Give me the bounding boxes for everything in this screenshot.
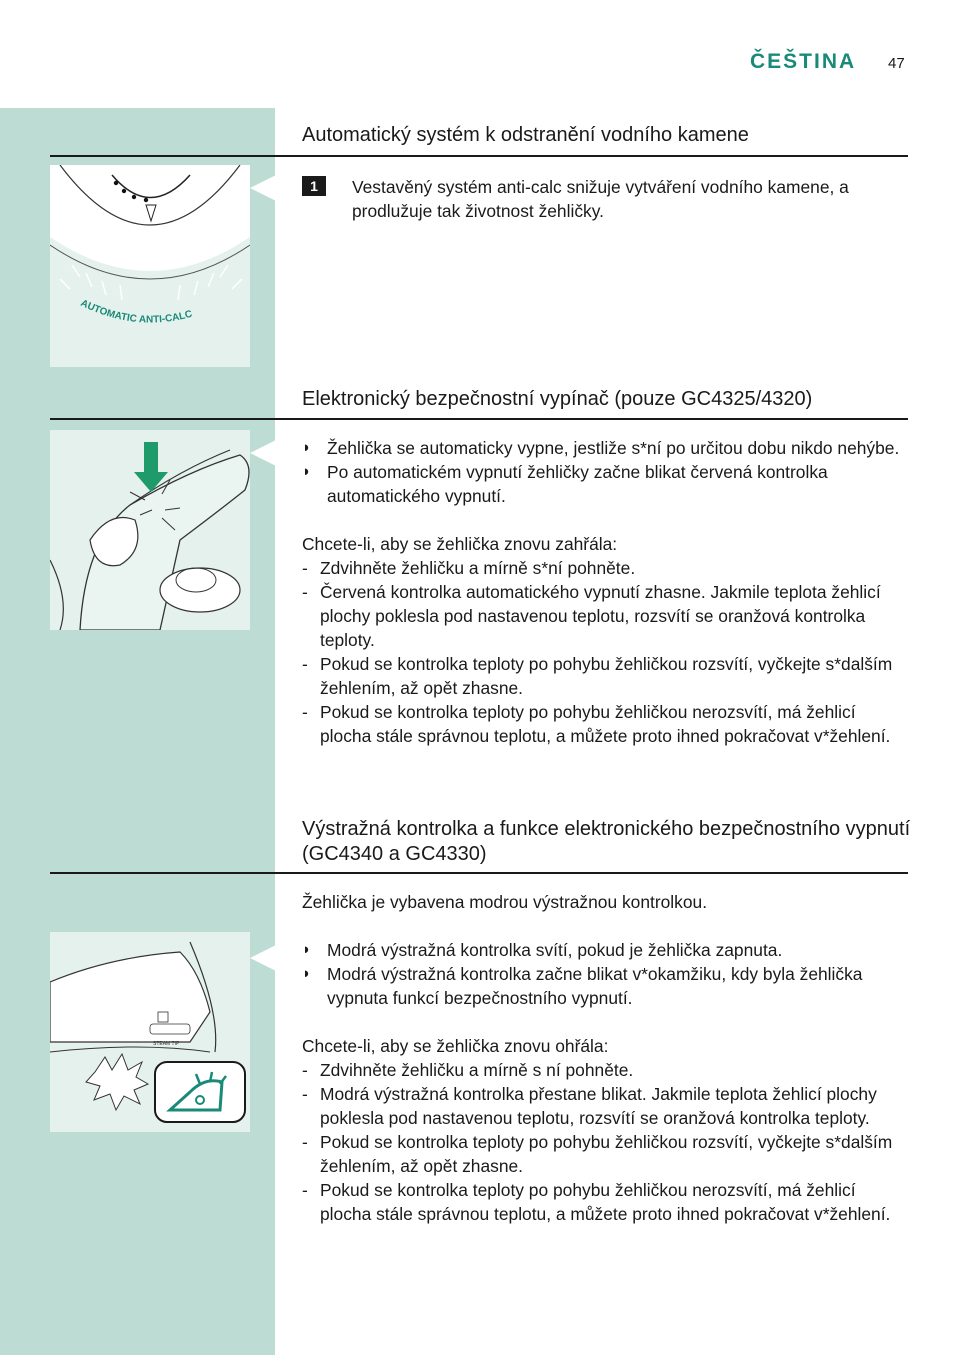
warning-light-text — [302, 890, 908, 1226]
step-text: Vestavěný systém anti-calc snižuje vytváření vodního kamene, a prodlužuje tak životnost žehličky. — [352, 177, 849, 221]
language-label: ČEŠTINA — [750, 50, 857, 73]
list-item: - Zdvihněte žehličku a mírně s ní pohněte. — [302, 1060, 634, 1080]
section-heading-safety-switch: Elektronický bezpečnostní vypínač (pouze GC4325/4320) — [302, 388, 813, 410]
bullet-icon: ◗ — [302, 439, 312, 456]
illustration-pointer — [250, 440, 276, 466]
list-item: - Pokud se kontrolka teploty po pohybu žehličkou nerozsvítí, má žehlicí plocha stále správnou teplotu, a můžete proto ihned pokračovat v*žehlení. — [302, 702, 891, 746]
steam-tip-label: STEAM TIP — [153, 1041, 180, 1047]
warning-light-illustration — [50, 932, 250, 1132]
page-number: 47 — [888, 55, 905, 72]
list-item: ◗ Modrá výstražná kontrolka začne blikat v*okamžiku, kdy byla žehlička vypnuta funkcí bezpečnostního vypnutí. — [302, 964, 863, 1008]
list-item: - Pokud se kontrolka teploty po pohybu žehličkou rozsvítí, vyčkejte s*dalším žehlením, až opět zhasne. — [302, 1132, 893, 1176]
list-item: ◗ Po automatickém vypnutí žehličky začne blikat červená kontrolka automatického vypnutí. — [302, 462, 828, 506]
section-rule — [50, 418, 908, 420]
list-item: ◗ Modrá výstražná kontrolka svítí, pokud je žehlička zapnuta. — [302, 940, 783, 960]
paragraph: Žehlička je vybavena modrou výstražnou kontrolkou. — [302, 892, 708, 912]
section-heading-warning-light: Výstražná kontrolka a funkce elektronického bezpečnostního vypnutí (GC4340 a GC4330) — [302, 818, 911, 865]
iron-handle-illustration — [50, 430, 250, 630]
bullet-icon: ◗ — [302, 941, 312, 958]
list-item: - Pokud se kontrolka teploty po pohybu žehličkou rozsvítí, vyčkejte s*dalším žehlením, až opět zhasne. — [302, 654, 893, 698]
anticalc-illustration — [50, 165, 250, 367]
paragraph: Chcete-li, aby se žehlička znovu zahřála: — [302, 534, 618, 554]
anticalc-label: AUTOMATIC ANTI-CALC — [78, 297, 194, 326]
step-item — [302, 175, 908, 223]
list-item: - Modrá výstražná kontrolka přestane blikat. Jakmile teplota žehlicí plochy poklesla pod nastavenou teplotu, rozsvítí se oranžová kontrolka teploty. — [302, 1084, 877, 1128]
section-rule — [50, 155, 908, 157]
section-heading-anticalc: Automatický systém k odstranění vodního kamene — [302, 124, 749, 146]
bullet-icon: ◗ — [302, 965, 312, 982]
step-number: 1 — [302, 176, 326, 196]
safety-switch-text — [302, 436, 908, 748]
paragraph: Chcete-li, aby se žehlička znovu ohřála: — [302, 1036, 609, 1056]
list-item: - Zdvihněte žehličku a mírně s*ní pohněte. — [302, 558, 636, 578]
illustration-pointer — [250, 945, 276, 971]
illustration-pointer — [250, 175, 276, 201]
list-item: - Červená kontrolka automatického vypnutí zhasne. Jakmile teplota žehlicí plochy poklesla pod nastavenou teplotu, rozsvítí se oranžová kontrolka teploty. — [302, 582, 881, 650]
section-rule — [50, 872, 908, 874]
list-item: ◗ Žehlička se automaticky vypne, jestliže s*ní po určitou dobu nikdo nehýbe. — [302, 438, 900, 458]
list-item: - Pokud se kontrolka teploty po pohybu žehličkou nerozsvítí, má žehlicí plocha stále správnou teplotu, a můžete proto ihned pokračovat v*žehlení. — [302, 1180, 891, 1224]
bullet-icon: ◗ — [302, 463, 312, 480]
